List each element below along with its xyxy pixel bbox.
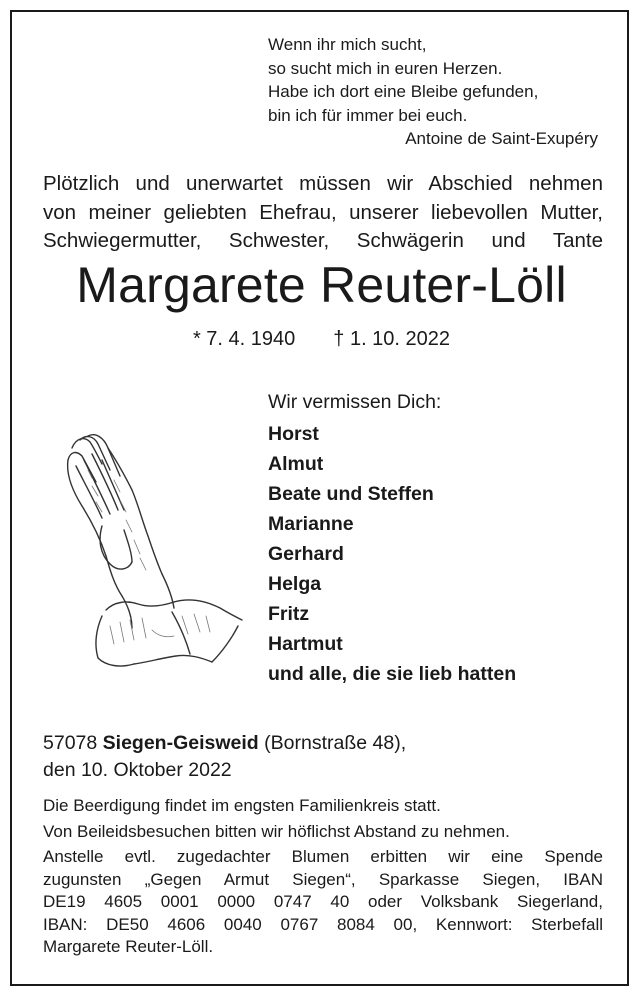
donation-line: zugunsten „Gegen Armut Siegen“, Sparkasse Siegen, IBAN: [43, 869, 603, 889]
poem-line: bin ich für immer bei euch.: [268, 105, 468, 125]
mourner-closing: und alle, die sie lieb hatten: [268, 663, 517, 685]
mourner-name: Beate und Steffen: [268, 483, 434, 505]
poem-line: Habe ich dort eine Bleibe gefunden,: [268, 82, 539, 101]
poem-line: Wenn ihr mich sucht,: [268, 35, 427, 54]
funeral-note: Die Beerdigung findet im engsten Familienkreis statt.: [43, 796, 441, 815]
address-block: [43, 730, 603, 783]
poem-line: so sucht mich in euren Herzen.: [268, 58, 503, 78]
birth-date: * 7. 4. 1940: [192, 328, 296, 350]
mourner-name: Marianne: [268, 513, 354, 535]
street: (Bornstraße 48),: [264, 732, 407, 754]
notes: [43, 795, 603, 959]
donation-line: IBAN: DE50 4606 0040 0767 8084 00, Kennwort: Sterbefall: [43, 914, 603, 934]
mourner-name: Hartmut: [268, 633, 343, 655]
intro-text: [43, 170, 603, 256]
donation-line: Anstelle evtl. zugedachter Blumen erbitten wir eine Spende: [43, 847, 603, 866]
intro-line: von meiner geliebten Ehefrau, unserer liebevollen Mutter,: [43, 200, 603, 224]
mourner-name: Helga: [268, 573, 322, 595]
postal-code: 57078: [43, 732, 98, 754]
mourners-heading: Wir vermissen Dich:: [268, 391, 442, 413]
donation-line: Margarete Reuter-Löll.: [43, 937, 214, 956]
donation-line: DE19 4605 0001 0000 0747 40 oder Volksbank Siegerland,: [43, 892, 603, 911]
donation-note: [43, 846, 603, 959]
mourner-name: Almut: [268, 453, 324, 475]
city: Siegen-Geisweid: [102, 732, 259, 754]
intro-line: Schwiegermutter, Schwester, Schwägerin und Tante: [43, 229, 603, 252]
mourners: [268, 387, 608, 689]
address-line: [43, 730, 603, 757]
condolence-note: Von Beileidsbesuchen bitten wir höflichst Abstand zu nehmen.: [43, 821, 510, 841]
deceased-name: Margarete Reuter-Löll: [76, 257, 567, 313]
mourner-name: Horst: [268, 423, 319, 445]
notice-date: den 10. Oktober 2022: [43, 758, 232, 781]
poem: [268, 33, 608, 151]
life-dates: [0, 325, 643, 353]
death-date: † 1. 10. 2022: [333, 328, 451, 350]
mourner-name: Fritz: [268, 603, 310, 625]
intro-line: Plötzlich und unerwartet müssen wir Abschied nehmen: [43, 172, 603, 195]
mourner-name: Gerhard: [268, 543, 344, 565]
praying-hands-icon: [62, 430, 247, 675]
poem-author: Antoine de Saint-Exupéry: [405, 129, 598, 148]
